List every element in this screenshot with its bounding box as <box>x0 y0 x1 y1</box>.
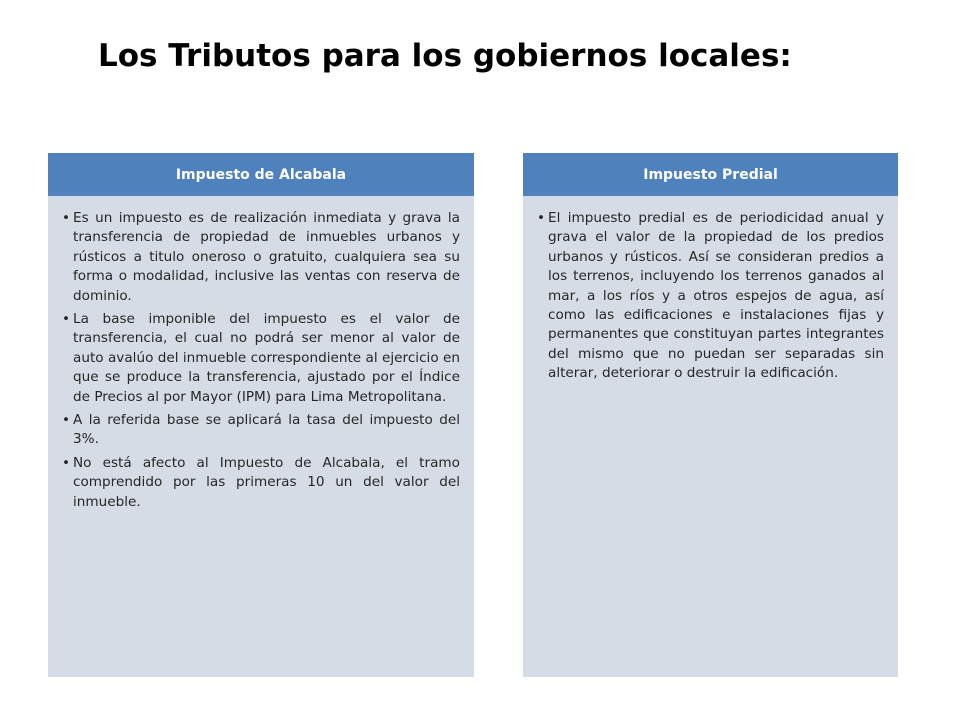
card-predial <box>523 153 898 677</box>
bullet-icon: • <box>537 210 546 226</box>
list-item-text: No está afecto al Impuesto de Alcabala, el tramo comprendido por las primeras 10 un del valor del inmueble. <box>73 454 460 510</box>
card-body <box>48 196 474 677</box>
bullet-icon: • <box>62 311 71 328</box>
list-item <box>62 454 460 512</box>
card-header: Impuesto de Alcabala <box>48 153 474 196</box>
bullet-icon: • <box>62 412 71 429</box>
card-body <box>523 196 898 677</box>
list-item-text: A la referida base se aplicará la tasa del impuesto del 3%. <box>73 412 460 448</box>
list-item-text: La base imponible del impuesto es el valor de transferencia, el cual no podrá ser menor al valor de auto avalúo del inmueble correspondiente al ejercicio en que se produce la transferencia, ajustado por el Índice de Precios al por Mayor (IPM) para Lima Metropolitana. <box>73 311 460 405</box>
slide-title: Los Tributos para los gobiernos locales: <box>98 38 792 74</box>
list-item <box>537 209 884 384</box>
card-header: Impuesto Predial <box>523 153 898 196</box>
bullet-list <box>48 196 474 512</box>
list-item-text: El impuesto predial es de periodicidad anual y grava el valor de la propiedad de los predios urbanos y rústicos. Así se consideran predios a los terrenos, incluyendo los terrenos ganados al mar, a los ríos y a otros espejos de agua, así como las edificaciones e instalaciones fijas y permanentes que constituyan partes integrantes del mismo que no puedan ser separadas sin alterar, deteriorar o destruir la edificación. <box>548 210 884 382</box>
card-alcabala <box>48 153 474 677</box>
list-item <box>62 209 460 306</box>
bullet-list <box>523 196 898 384</box>
list-item <box>62 411 460 450</box>
bullet-icon: • <box>62 210 71 226</box>
list-item <box>62 310 460 407</box>
list-item-text: Es un impuesto es de realización inmediata y grava la transferencia de propiedad de inmuebles urbanos y rústicos a titulo oneroso o gratuito, cualquiera sea su forma o modalidad, inclusive las ventas con reserva de dominio. <box>73 210 460 304</box>
bullet-icon: • <box>62 454 71 471</box>
